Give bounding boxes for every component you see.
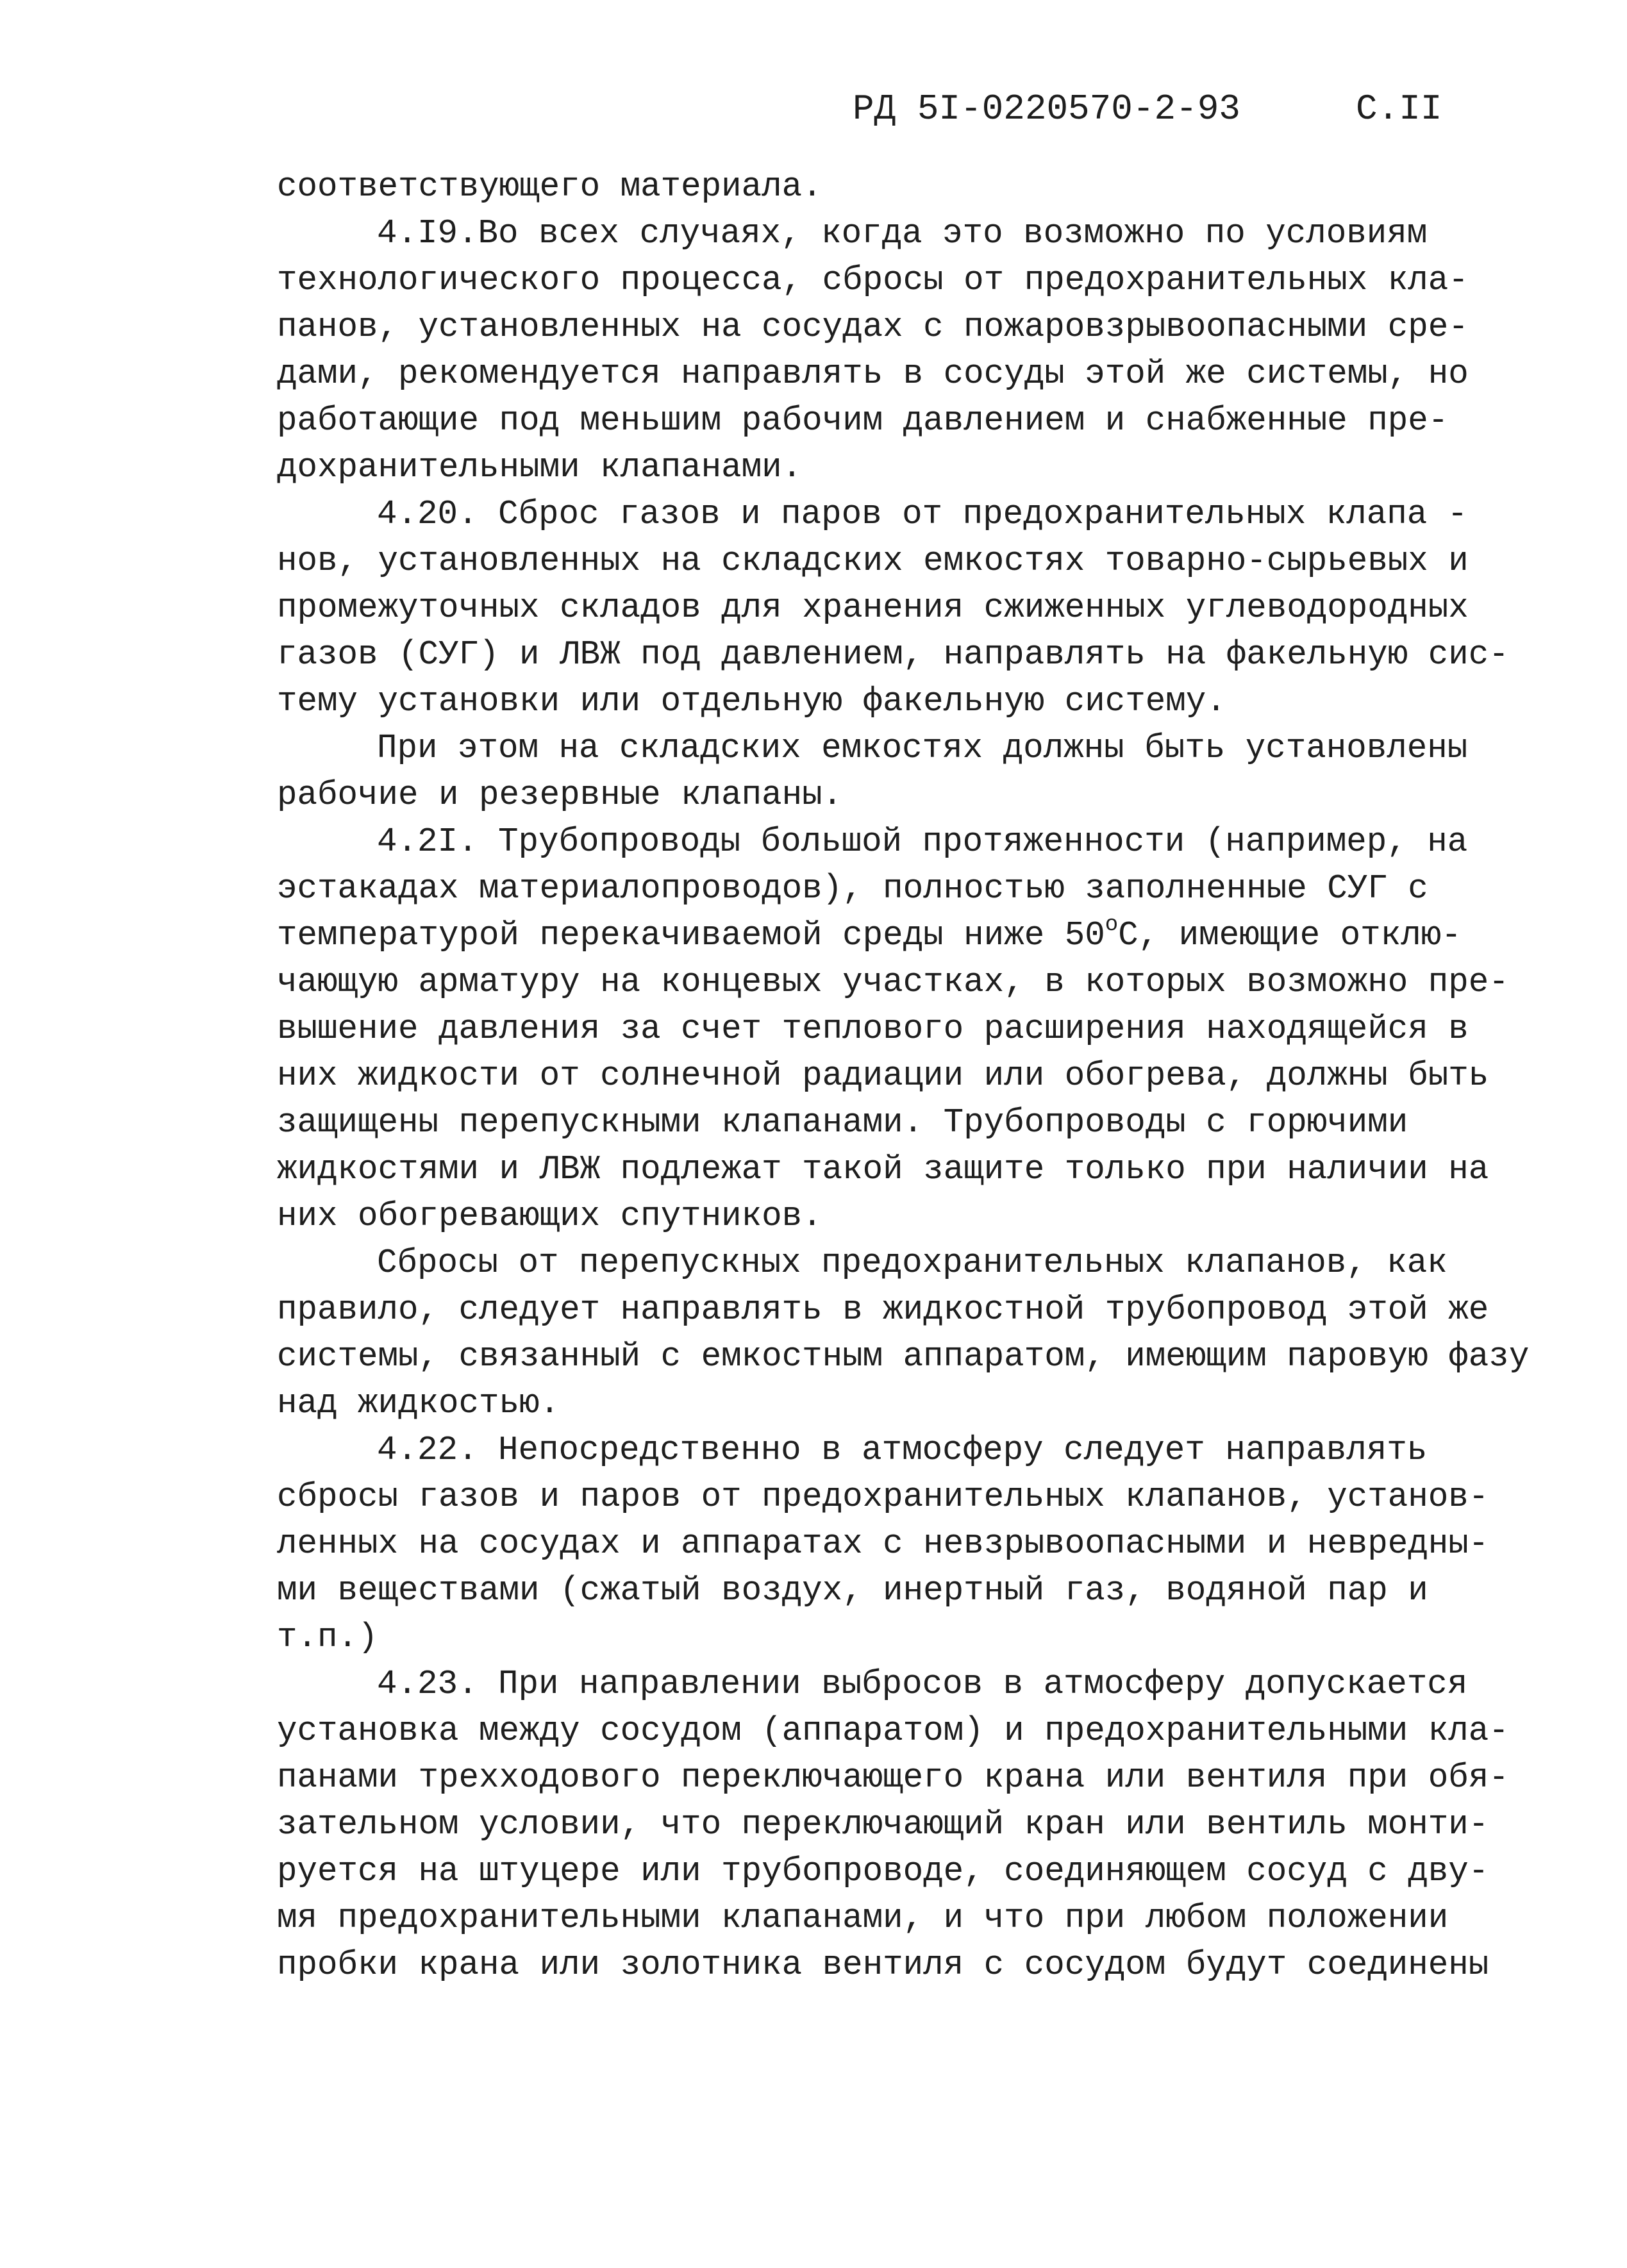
text-line: 4.20. Сброс газов и паров от предохранительных клапа -	[377, 495, 1468, 533]
text-line: 4.23. При направлении выбросов в атмосферу допускается	[377, 1665, 1468, 1703]
text-line: ленных на сосудах и аппаратах с невзрывоопасными и невредны-	[277, 1524, 1489, 1563]
text-line: 4.I9.Во всех случаях, когда это возможно по условиям	[377, 214, 1428, 253]
text-line: пробки крана или золотника вентиля с сосудом будут соединены	[277, 1946, 1489, 1984]
degree-superscript: о	[1105, 913, 1119, 937]
paragraph-4-21-note	[277, 1240, 1530, 1427]
text-line: соответствующего материала.	[277, 167, 822, 206]
text-line: технологического процесса, сбросы от предохранительных кла-	[277, 261, 1469, 299]
text-line: рабочие и резервные клапаны.	[277, 776, 843, 814]
text-line: системы, связанный с емкостным аппаратом, имеющим паровую фазу	[277, 1337, 1530, 1376]
text-line: нов, установленных на складских емкостях товарно-сырьевых и	[277, 542, 1469, 580]
page-header	[853, 88, 1442, 140]
text-line: них жидкости от солнечной радиации или обогрева, должны быть	[277, 1056, 1489, 1095]
page-number: С.II	[1356, 88, 1442, 129]
text-line: установка между сосудом (аппаратом) и предохранительными кла-	[277, 1712, 1509, 1750]
text-line: зательном условии, что переключающий кран или вентиль монти-	[277, 1805, 1489, 1844]
paragraph-4-20-note	[277, 725, 1495, 819]
text-line: промежуточных складов для хранения сжиженных углеводородных	[277, 588, 1469, 627]
text-line: жидкостями и ЛВЖ подлежат такой защите только при наличии на	[277, 1150, 1489, 1188]
text-line: защищены перепускными клапанами. Трубопроводы с горючими	[277, 1103, 1408, 1142]
text-segment: температурой перекачиваемой среды ниже 50	[277, 916, 1105, 955]
text-line: При этом на складских емкостях должны быть установлены	[377, 729, 1468, 767]
paragraph-4-18-end	[277, 163, 1495, 210]
text-line: правило, следует направлять в жидкостной трубопровод этой же	[277, 1290, 1489, 1329]
text-line: 4.2I. Трубопроводы большой протяженности (например, на	[377, 822, 1468, 861]
text-line: мя предохранительными клапанами, и что при любом положении	[277, 1899, 1449, 1937]
text-line: газов (СУГ) и ЛВЖ под давлением, направлять на факельную сис-	[277, 635, 1509, 674]
text-line: панами трехходового переключающего крана или вентиля при обя-	[277, 1758, 1509, 1797]
text-line: Сбросы от перепускных предохранительных клапанов, как	[377, 1244, 1448, 1282]
text-segment: С, имеющие отклю-	[1118, 916, 1462, 955]
text-line: работающие под меньшим рабочим давлением и снабженные пре-	[277, 401, 1449, 440]
paragraph-4-23	[277, 1661, 1509, 1989]
text-line-temperature	[277, 912, 1495, 959]
text-line: эстакадах материалопроводов), полностью заполненные СУГ с	[277, 869, 1428, 908]
text-line: дохранительными клапанами.	[277, 448, 803, 487]
text-line: тему установки или отдельную факельную систему.	[277, 682, 1226, 721]
text-line: над жидкостью.	[277, 1384, 560, 1422]
text-line: 4.22. Непосредственно в атмосферу следует направлять	[377, 1431, 1428, 1469]
paragraph-4-19	[277, 210, 1495, 491]
paragraph-4-20	[277, 491, 1509, 725]
document-code: РД 5I-0220570-2-93	[853, 88, 1240, 129]
text-line: них обогревающих спутников.	[277, 1197, 822, 1235]
text-line: т.п.)	[277, 1618, 378, 1656]
paragraph-4-22	[277, 1427, 1495, 1661]
body-text	[277, 163, 1530, 1989]
text-line: чающую арматуру на концевых участках, в которых возможно пре-	[277, 963, 1509, 1001]
text-line: руется на штуцере или трубопроводе, соединяющем сосуд с дву-	[277, 1852, 1489, 1890]
text-line: сбросы газов и паров от предохранительных клапанов, установ-	[277, 1478, 1489, 1516]
text-line: вышение давления за счет теплового расширения находящейся в	[277, 1010, 1469, 1048]
text-line: панов, установленных на сосудах с пожаровзрывоопасными сре-	[277, 308, 1469, 346]
paragraph-4-21	[277, 819, 1509, 1240]
text-line: дами, рекомендуется направлять в сосуды этой же системы, но	[277, 354, 1469, 393]
text-line: ми веществами (сжатый воздух, инертный газ, водяной пар и	[277, 1571, 1428, 1610]
